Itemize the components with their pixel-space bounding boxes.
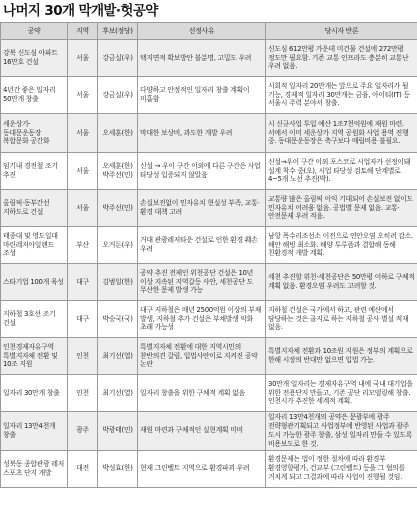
cell-region: 서울 [68, 77, 98, 114]
table-row [1, 264, 417, 301]
table-row [1, 338, 417, 375]
cell-region: 서울 [68, 153, 98, 190]
cell-rebuttal: 환경문제는 법이 정한 절차에 따라 환경부 환경영향평가, 건교부 (그린벨트) 등을 그 협의를 거치게 되고 그결과에 따라 사업이 진행될 것임. [266, 450, 417, 487]
cell-reason: 재원 마련과 구체적인 실현계획 미비 [138, 412, 266, 451]
cell-pledge: 성북동 종합관광 레저 스포츠 단지 개발 [1, 450, 68, 487]
cell-pledge: 임기내 경전철 조기 추진 [1, 153, 68, 190]
cell-reason: 일자리 창출을 위한 구체적 계획 없음 [138, 375, 266, 412]
pledge-table [0, 22, 417, 488]
table-row [1, 450, 417, 487]
cell-reason: 막대한 보상비, 과도한 개발 우려 [138, 114, 266, 153]
cell-region: 대구 [68, 301, 98, 338]
table-row [1, 301, 417, 338]
cell-candidate: 박주선(민) [98, 190, 138, 227]
cell-candidate: 오거돈(우) [98, 227, 138, 264]
table-row [1, 227, 417, 264]
table-row [1, 190, 417, 227]
header-region: 지역 [68, 23, 98, 40]
cell-candidate: 강금실(우) [98, 77, 138, 114]
cell-reason: 다양하고 안정적인 일자리 창출 계획이 미흡함 [138, 77, 266, 114]
cell-region: 대전 [68, 450, 98, 487]
cell-reason: 거대 관광레저타운 건설로 인한 환경 훼손 우려 [138, 227, 266, 264]
table-header-row [1, 23, 417, 40]
cell-pledge: 일자리 30만개 창출 [1, 375, 68, 412]
cell-reason: 택지면적 확보방안 불분명, 고밀도 우려 [138, 40, 266, 77]
header-reason: 선정사유 [138, 23, 266, 40]
cell-reason: 특별지자체 전환에 대한 지역시민의 찬반의견 갈림, 입법사안이로 지켜진 공약 논란 [138, 338, 266, 375]
table-row [1, 375, 417, 412]
cell-pledge: 강북 신도심 아파트 16만호 건설 [1, 40, 68, 77]
cell-pledge: 일자리 13만4천개 창출 [1, 412, 68, 451]
cell-reason: 손실보전없이 민자유치 현실성 부족, 교통·환경 대책 고려 [138, 190, 266, 227]
cell-region: 대구 [68, 264, 98, 301]
header-pledge: 공약 [1, 23, 68, 40]
cell-pledge: 세운상가·동대문운동장 복합문화 공간화 [1, 114, 68, 153]
cell-pledge: 스타기업 100개 육성 [1, 264, 68, 301]
cell-region: 인천 [68, 375, 98, 412]
cell-candidate: 강금실(우) [98, 40, 138, 77]
page-title: 나머지 30개 막개발·헛공약 [3, 3, 158, 19]
cell-rebuttal: 신설→우이 구간 이외 포스코로 시업자가 선정이돼 설계 착수 중(오), 시업 타당성 검토해 단계별로 4~5개 노선 추진(박). [266, 153, 417, 190]
cell-reason: 공약 추진 전제인 위천공단 건설은 10년 이상 지속된 지역갈등 사안, 세천공단 도 무산한 문제 발생 가능 [138, 264, 266, 301]
table-row [1, 40, 417, 77]
table-row [1, 114, 417, 153]
cell-pledge: 지하철 3호선 조기 건설 [1, 301, 68, 338]
cell-region: 서울 [68, 40, 98, 77]
table-row [1, 77, 417, 114]
cell-candidate: 박승국(국) [98, 301, 138, 338]
cell-candidate: 박성효(한) [98, 450, 138, 487]
header-rebuttal: 당시자 반론 [266, 23, 417, 40]
cell-rebuttal: 세천 추진할 위천·세천공단은 50만평 이하로 구체적 계획 없음. 환경오염 우려도 고려할 것. [266, 264, 417, 301]
cell-candidate: 김범일(한) [98, 264, 138, 301]
cell-region: 부산 [68, 227, 98, 264]
cell-pledge: 올림픽·동부간선 지하도로 건설 [1, 190, 68, 227]
cell-candidate: 오세훈(한) 박주선(민) [98, 153, 138, 190]
cell-reason: 현재 그린벨트 지역으로 환경파괴 우려 [138, 450, 266, 487]
cell-rebuttal: 지하철 건설은 국가에서 하고, 관련 예산에서 담당하는 것은 골지로 하는 지하철 공사 별설 적재 없음. [266, 301, 417, 338]
table-row [1, 153, 417, 190]
cell-rebuttal: 신도심 612만평 가운데 미건물 건설에 272만평 정도만 필요함. 기존 교통 인프라도 충분히 교통난 우려 없음. [266, 40, 417, 77]
cell-rebuttal: 남항 폭수리조선소 이전으로 연안오염 오히려 감소. 해안 해빙 최소화. 해양 투루즘과 결합해 동해 친환경적 개발 계획. [266, 227, 417, 264]
cell-candidate: 박광태(민) [98, 412, 138, 451]
cell-region: 서울 [68, 114, 98, 153]
cell-pledge: 4년간 좋은 일자리 50만개 창출 [1, 77, 68, 114]
cell-reason: 대구 지하철은 매년 2500억원 이상의 부채 발생, 지하철 추가 건설은 부채발생 악화 초래 가능성 [138, 301, 266, 338]
cell-rebuttal: 시회적 일자리 20만개는 앞으로 주요 일자리가 될 기능, 경제적 일자리 30만개는 금융, 아이티(IT) 등 서울시 주력 분야서 창출. [266, 77, 417, 114]
cell-reason: 신설 → 우이 구간 이외에 다른 구간은 사업 타당성 입증되지 않았음 [138, 153, 266, 190]
cell-rebuttal: 30만개 일자리는 경제자유구역 내에 국내 대기업을 위한 전용단지 만들고, 기존 공단 리모델링해 창출. 인천시가 추진한 세계적 계획. [266, 375, 417, 412]
header-candidate: 후보(정당) [98, 23, 138, 40]
cell-rebuttal: 특별지자체 전환과 10조원 지원은 정부의 계획으로 한해 시장의 반대만 없으면 입법 가능. [266, 338, 417, 375]
cell-region: 서울 [68, 190, 98, 227]
cell-region: 인천 [68, 338, 98, 375]
cell-rebuttal: 일자리 13만4천개의 공약은 문광부에 광주 전략형관기획되고 사업정부에 반영된 사업과 광주 도시 가능한 광주 창출, 삼성 일자리 만들 수 있도록 비용보도로 한 것. [266, 412, 417, 451]
cell-region: 광주 [68, 412, 98, 451]
cell-pledge: 태종대 및 영도일대 마린레저아일랜드 조성 [1, 227, 68, 264]
cell-candidate: 오세훈(한) [98, 114, 138, 153]
cell-pledge: 인천경제자유구역 특별지자체 전환 및 10조 지원 [1, 338, 68, 375]
table-row [1, 412, 417, 451]
cell-rebuttal: 교통량 많은 올림픽 이익 기대되어 손실보전 없이도 민자유치 어려움 없음. 공법별 문제 없음. 교통·안전문제 우려 적음. [266, 190, 417, 227]
cell-candidate: 최기선(열) [98, 375, 138, 412]
cell-candidate: 최기선(열) [98, 338, 138, 375]
cell-rebuttal: 시 신규사업 투입 예산 1조7천억원에 재원 마련. 서에서 이미 세운상가 지역 공원화 사업 용역 진행 중. 동대문운동장은 축구보다 매립비용 불필요. [266, 114, 417, 153]
